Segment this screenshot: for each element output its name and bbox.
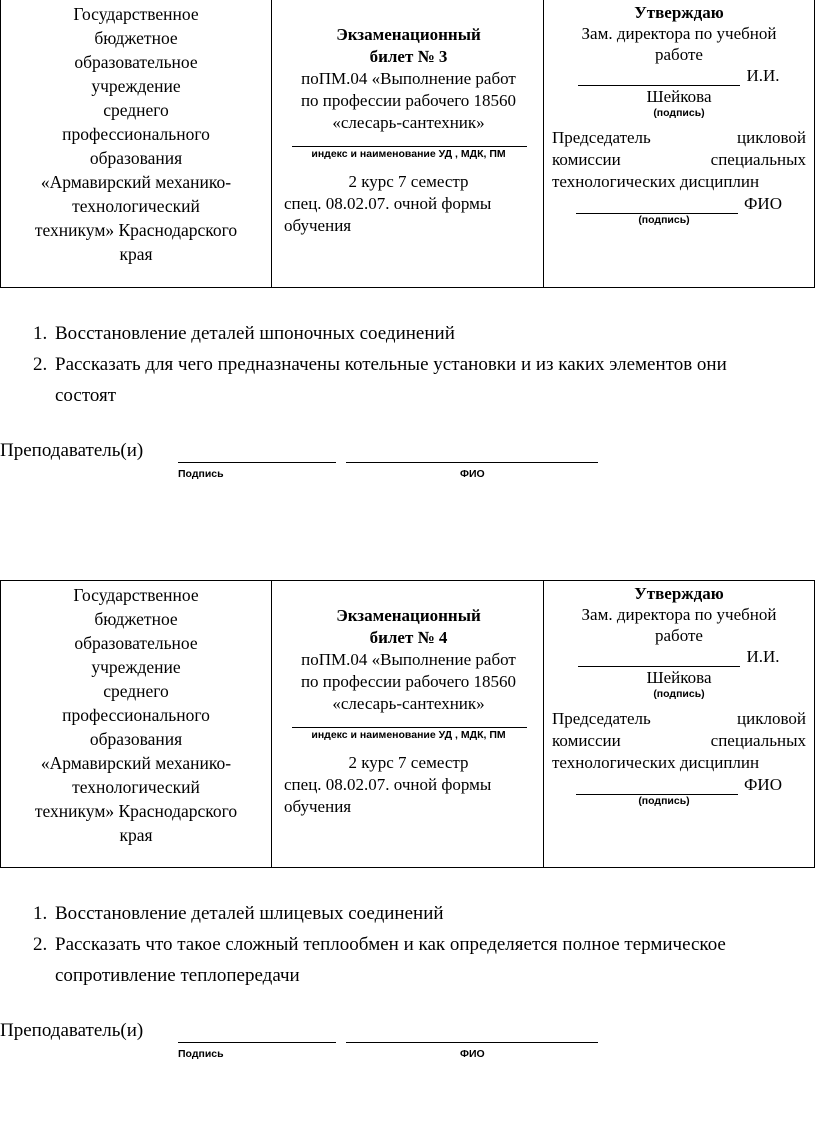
- module-line: поПМ.04 «Выполнение работ: [301, 69, 516, 88]
- institution-cell: [1, 581, 272, 867]
- chair-line: комиссии специальных: [552, 731, 806, 750]
- institution-line: края: [119, 244, 153, 264]
- question-item: [33, 898, 773, 929]
- signature-underline: [576, 778, 738, 795]
- signature-underline: [578, 69, 740, 86]
- chair-fio: ФИО: [744, 775, 782, 794]
- signature-caption: (подпись): [638, 214, 690, 226]
- deputy-signature-line: [552, 65, 806, 86]
- signature-caption: (подпись): [653, 107, 705, 119]
- question-text: Восстановление деталей шпоночных соединений: [55, 323, 455, 344]
- institution-line: профессионального: [62, 705, 210, 725]
- institution-line: среднего: [103, 100, 169, 120]
- chair-signature-line: [552, 193, 806, 214]
- signature-underline: [578, 650, 740, 667]
- deputy-initials: И.И.: [746, 66, 780, 85]
- question-item: [33, 318, 773, 349]
- signature-underline: [576, 197, 738, 214]
- teacher-signature-caption: Подпись: [178, 1048, 224, 1060]
- question-text: Рассказать что такое сложный теплообмен и как определяется полное термическое сопротивление теплопередачи: [55, 934, 726, 986]
- institution-line: бюджетное: [94, 28, 178, 48]
- chair-fio: ФИО: [744, 194, 782, 213]
- spec-line: спец. 08.02.07. очной формы: [284, 775, 492, 794]
- institution-line: технологический: [72, 777, 200, 797]
- institution-line: учреждение: [91, 657, 181, 677]
- deputy-surname: Шейкова: [646, 668, 712, 687]
- ticket-title: Экзаменационный: [336, 25, 481, 44]
- spec-line: спец. 08.02.07. очной формы: [284, 194, 492, 213]
- chair-line: комиссии специальных: [552, 150, 806, 169]
- module-line: поПМ.04 «Выполнение работ: [301, 650, 516, 669]
- teacher-label: Преподаватель(и): [0, 440, 144, 461]
- ticket-info: [284, 605, 533, 818]
- question-item: [33, 929, 773, 991]
- institution-line: техникум» Краснодарского: [34, 801, 238, 821]
- institution-line: образования: [89, 729, 183, 749]
- institution-line: «Армавирский механико-: [40, 753, 232, 773]
- course-semester: 2 курс 7 семестр: [348, 753, 469, 772]
- institution-line: края: [119, 825, 153, 845]
- index-caption: индекс и наименование УД , МДК, ПМ: [311, 729, 506, 741]
- approve-heading: Утверждаю: [634, 3, 724, 22]
- chair-line-last: технологических дисциплин: [552, 172, 760, 191]
- question-list: [33, 898, 773, 991]
- course-semester: 2 курс 7 семестр: [348, 172, 469, 191]
- module-line: «слесарь-сантехник»: [332, 694, 485, 713]
- institution-line: профессионального: [62, 124, 210, 144]
- institution-line: учреждение: [91, 76, 181, 96]
- spec-line: обучения: [284, 216, 352, 235]
- institution-name: [7, 2, 265, 266]
- chair-line-last: технологических дисциплин: [552, 753, 760, 772]
- ticket-info-cell: [272, 0, 544, 287]
- teacher-fio-underline: [346, 462, 598, 463]
- deputy-signature-line: [552, 646, 806, 667]
- teacher-signature-underline: [178, 462, 336, 463]
- teacher-signature-caption: Подпись: [178, 468, 224, 480]
- institution-line: образования: [89, 148, 183, 168]
- approve-heading: Утверждаю: [634, 584, 724, 603]
- question-list: [33, 318, 773, 411]
- institution-line: бюджетное: [94, 609, 178, 629]
- deputy-initials: И.И.: [746, 647, 780, 666]
- teacher-label: Преподаватель(и): [0, 1020, 144, 1041]
- institution-line: «Армавирский механико-: [40, 172, 232, 192]
- ticket-info-cell: [272, 581, 544, 867]
- institution-line: Государственное: [73, 585, 199, 605]
- ticket-header-table: [0, 0, 815, 288]
- teacher-fio-caption: ФИО: [460, 1048, 485, 1060]
- question-text: Восстановление деталей шлицевых соединений: [55, 903, 444, 924]
- question-item: [33, 349, 773, 411]
- institution-cell: [1, 0, 272, 287]
- question-number: 2.: [33, 354, 48, 375]
- institution-line: Государственное: [73, 4, 199, 24]
- institution-line: техникум» Краснодарского: [34, 220, 238, 240]
- deputy-line: Зам. директора по учебной: [581, 605, 777, 624]
- spec-line: обучения: [284, 797, 352, 816]
- chair-signature-line: [552, 774, 806, 795]
- deputy-surname: Шейкова: [646, 87, 712, 106]
- ticket-number: билет № 3: [369, 47, 448, 66]
- chair-line: Председатель цикловой: [552, 128, 806, 147]
- institution-line: образовательное: [74, 633, 198, 653]
- ticket-header-table: [0, 580, 815, 868]
- teacher-fio-caption: ФИО: [460, 468, 485, 480]
- deputy-line: работе: [655, 626, 703, 645]
- institution-line: среднего: [103, 681, 169, 701]
- chair-line: Председатель цикловой: [552, 709, 806, 728]
- teacher-signature-underline: [178, 1042, 336, 1043]
- signature-caption: (подпись): [653, 688, 705, 700]
- question-number: 1.: [33, 323, 48, 344]
- institution-line: образовательное: [74, 52, 198, 72]
- module-line: «слесарь-сантехник»: [332, 113, 485, 132]
- signature-caption: (подпись): [638, 795, 690, 807]
- index-caption: индекс и наименование УД , МДК, ПМ: [311, 148, 506, 160]
- module-line: по профессии рабочего 18560: [300, 91, 517, 110]
- deputy-line: работе: [655, 45, 703, 64]
- ticket-title: Экзаменационный: [336, 606, 481, 625]
- approval-cell: [544, 581, 814, 867]
- approval-cell: [544, 0, 814, 287]
- ticket-info: [284, 24, 533, 237]
- institution-name: [7, 583, 265, 847]
- module-line: по профессии рабочего 18560: [300, 672, 517, 691]
- deputy-line: Зам. директора по учебной: [581, 24, 777, 43]
- approval-block: [552, 583, 806, 807]
- question-number: 2.: [33, 934, 48, 955]
- question-text: Рассказать для чего предназначены котельные установки и из каких элементов они состоят: [55, 354, 727, 406]
- institution-line: технологический: [72, 196, 200, 216]
- question-number: 1.: [33, 903, 48, 924]
- ticket-number: билет № 4: [369, 628, 448, 647]
- teacher-fio-underline: [346, 1042, 598, 1043]
- approval-block: [552, 2, 806, 226]
